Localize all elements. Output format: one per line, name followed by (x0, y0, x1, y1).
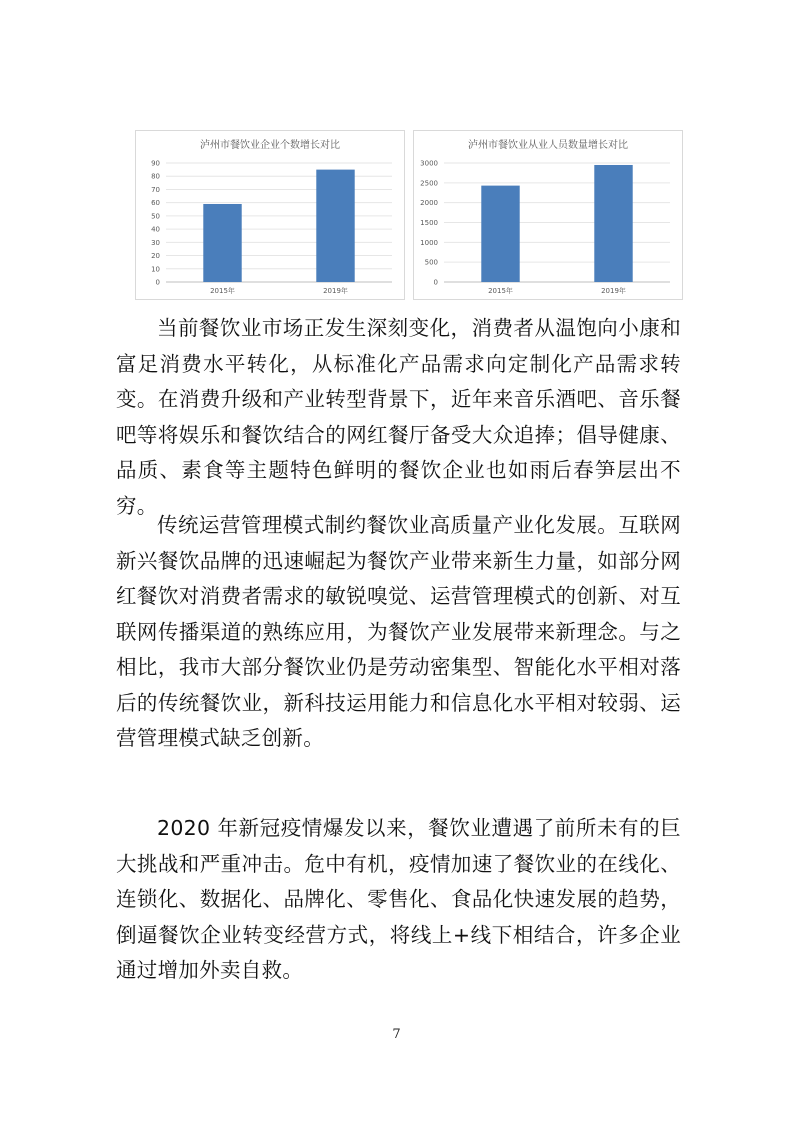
y-tick-label: 500 (424, 258, 438, 267)
paragraph-text: 当前餐饮业市场正发生深刻变化，消费者从温饱向小康和富足消费水平转化，从标准化产品需求向定制化产品需求转变。在消费升级和产业转型背景下，近年来音乐酒吧、音乐餐吧等将娱乐和餐饮结合的网红餐厅备受大众追捧；倡导健康、品质、素食等主题特色鲜明的餐饮企业也如雨后春笋层出不穷。 (116, 316, 681, 518)
x-tick-label: 2019年 (601, 287, 626, 295)
y-tick-label: 80 (151, 172, 160, 181)
y-tick-label: 2500 (420, 179, 438, 188)
paragraph-text: 传统运营管理模式制约餐饮业高质量产业化发展。互联网新兴餐饮品牌的迅速崛起为餐饮产业带来新生力量，如部分网红餐饮对消费者需求的敏锐嗅觉、运营管理模式的创新、对互联网传播渠道的熟练应用，为餐饮产业发展带来新理念。与之相比，我市大部分餐饮业仍是劳动密集型、智能化水平相对落后的传统餐饮业，新科技运用能力和信息化水平相对较弱、运营管理模式缺乏创新。 (116, 513, 681, 750)
employee-count-chart (413, 130, 683, 300)
y-tick-label: 90 (151, 159, 160, 168)
enterprise-count-chart (135, 130, 405, 300)
bar (316, 170, 354, 282)
employee-count-chart-svg (414, 131, 682, 299)
paragraph-text: 2020 年新冠疫情爆发以来，餐饮业遭遇了前所未有的巨大挑战和严重冲击。危中有机，疫情加速了餐饮业的在线化、连锁化、数据化、品牌化、零售化、食品化快速发展的趋势，倒逼餐饮企业转变经营方式，将线上+线下相结合，许多企业通过增加外卖自救。 (116, 816, 681, 982)
x-tick-label: 2015年 (488, 287, 513, 295)
enterprise-count-chart-svg (136, 131, 404, 299)
page-number: 7 (392, 1027, 401, 1042)
y-tick-label: 1500 (420, 219, 438, 227)
x-tick-label: 2015年 (210, 287, 235, 295)
y-tick-label: 70 (151, 185, 160, 194)
y-tick-label: 10 (151, 265, 160, 274)
y-tick-label: 20 (151, 252, 160, 261)
chart-title: 泸州市餐饮业从业人员数量增长对比 (468, 140, 628, 151)
y-tick-label: 3000 (420, 159, 438, 168)
paragraph-market-change (116, 311, 681, 524)
y-tick-label: 2000 (420, 199, 438, 208)
y-tick-label: 50 (151, 212, 160, 221)
y-tick-label: 1000 (420, 238, 438, 247)
bar (203, 204, 241, 282)
y-tick-label: 60 (151, 199, 160, 208)
x-tick-label: 2019年 (323, 287, 348, 295)
chart-title: 泸州市餐饮业企业个数增长对比 (200, 140, 340, 151)
y-tick-label: 40 (151, 225, 160, 234)
bar (481, 186, 519, 282)
paragraph-covid-impact (116, 811, 681, 989)
paragraph-management-mode (116, 508, 681, 757)
y-tick-label: 0 (433, 278, 438, 287)
y-tick-label: 30 (151, 238, 160, 247)
bar (594, 165, 632, 282)
y-tick-label: 0 (155, 278, 160, 287)
